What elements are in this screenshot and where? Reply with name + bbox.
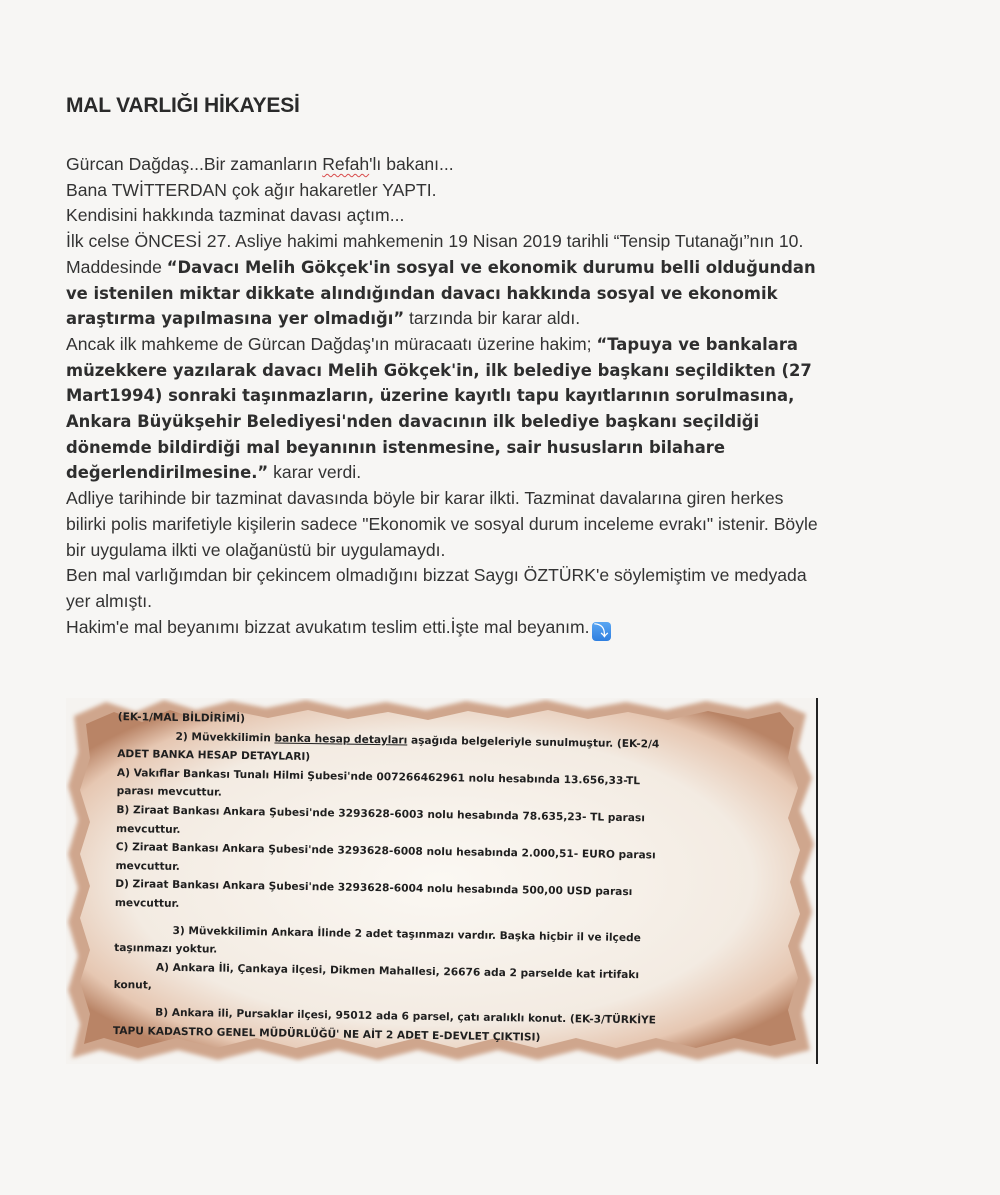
doc-line: C) Ziraat Bankası Ankara Şubesi'nde 3293628-6008 nolu hesabında 2.000,51- EURO parası [115, 841, 656, 862]
paragraph-line: Adliye tarihinde bir tazminat davasında böyle bir karar ilkti. Tazminat davalarına giren herkes bilirki polis marifetiyle kişilerin sadece "Ekonomik ve sosyal durum inceleme evrakı" istenir. Böyle bir uygulama ilkti ve olağanüstü bir uygulamaydı. [66, 488, 818, 560]
declaration-text [113, 708, 778, 1050]
text-segment: İlk celse ÖNCESİ 27. Asliye hakimi mahkemenin 19 Nisan 2019 tarihli “Tensip Tutanağı”nın 10. Maddesinde [66, 231, 804, 277]
story-text [66, 152, 826, 641]
doc-line: B) Ziraat Bankası Ankara Şubesi'nde 3293628-6003 nolu hesabında 78.635,23- TL parası [116, 803, 645, 825]
doc-line: taşınmazı yoktur. [114, 942, 218, 956]
doc-line: mevcuttur. [114, 896, 180, 910]
page-title: MAL VARLIĞI HİKAYESİ [66, 94, 300, 117]
doc-line: konut, [113, 979, 152, 992]
doc-line: A) Vakıflar Bankası Tunalı Hilmi Şubesi'nde 007266462961 nolu hesabında 13.656,33-TL [116, 766, 641, 787]
asset-declaration-image [66, 698, 818, 1064]
doc-line: ADET BANKA HESAP DETAYLARI) [117, 748, 311, 764]
doc-line: parası mevcuttur. [116, 785, 222, 800]
paragraph-line [66, 152, 826, 178]
image-edge [816, 698, 818, 1064]
text-segment: Ancak ilk mahkeme de Gürcan Dağdaş'ın müracaatı üzerine hakim; [66, 333, 597, 354]
underlined-text: banka hesap detayları [274, 732, 408, 747]
doc-line: B) Ankara ili, Pursaklar ilçesi, 95012 ada 6 parsel, çatı aralıklı konut. (EK-3/TÜRKİYE [155, 1006, 657, 1027]
quote-bold: “Tapuya ve bankalara müzekkere yazılarak davacı Melih Gökçek'in, ilk belediye başkanı seçildikten (27 Mart1994) sonraki taşınmazların, üzerine kayıtlı tapu kayıtlarının sorulmasına, Ankara Büyükşehir Belediyesi'nden davacının ilk belediye başkanı seçildiği dönemde bildirdiği mal beyanının istenmesine, sair hususların bilahare değerlendirilmesine.” [66, 334, 812, 483]
text-segment: Gürcan Dağdaş...Bir zamanların [66, 154, 323, 174]
paragraph-line: Kendisini hakkında tazminat davası açtım... [66, 205, 405, 226]
paragraph-line: Bana TWİTTERDAN çok ağır hakaretler YAPTI. [66, 179, 437, 200]
quote-bold: “Davacı Melih Gökçek'in sosyal ve ekonomik durumu belli olduğundan ve istenilen miktar dikkate alındığından davacı hakkında sosyal ve ekonomik araştırma yapılmasına yer olmadığı” [66, 257, 816, 329]
text-segment: aşağıda belgeleriyle sunulmuştur. (EK-2/4 [407, 734, 660, 751]
text-segment: 'lı bakanı... [369, 154, 454, 174]
paragraph-line [66, 332, 826, 486]
doc-line: (EK-1/MAL BİLDİRİMİ) [117, 710, 246, 725]
text-segment: karar verdi. [268, 462, 362, 483]
paragraph-line: Ben mal varlığımdan bir çekincem olmadığını bizzat Saygı ÖZTÜRK'e söylemiştim ve medyada yer almıştı. [66, 565, 807, 611]
paragraph-line [66, 229, 826, 332]
text-segment: 2) Müvekkilimin [175, 730, 275, 745]
doc-line: mevcuttur. [115, 859, 180, 873]
doc-line: mevcuttur. [116, 822, 181, 836]
doc-line: D) Ziraat Bankası Ankara Şubesi'nde 3293628-6004 nolu hesabında 500,00 USD parası [115, 878, 633, 899]
paragraph-line [66, 615, 826, 641]
arrow-down-emoji-icon: ⤵ [592, 622, 611, 641]
doc-line: TAPU KADASTRO GENEL MÜDÜRLÜĞÜ' NE AİT 2 ADET E-DEVLET ÇIKTISI) [112, 1024, 541, 1044]
text-segment: tarzında bir karar aldı. [404, 308, 581, 329]
misspelled-word: Refah [322, 154, 370, 174]
text-segment: Hakim'e mal beyanımı bizzat avukatım teslim etti.İşte mal beyanım. [66, 616, 590, 637]
doc-line: 3) Müvekkilimin Ankara İlinde 2 adet taşınmazı vardır. Başka hiçbir il ve ilçede [172, 924, 641, 944]
doc-line: A) Ankara İli, Çankaya ilçesi, Dikmen Mahallesi, 26676 ada 2 parselde kat irtifakı [155, 961, 640, 981]
